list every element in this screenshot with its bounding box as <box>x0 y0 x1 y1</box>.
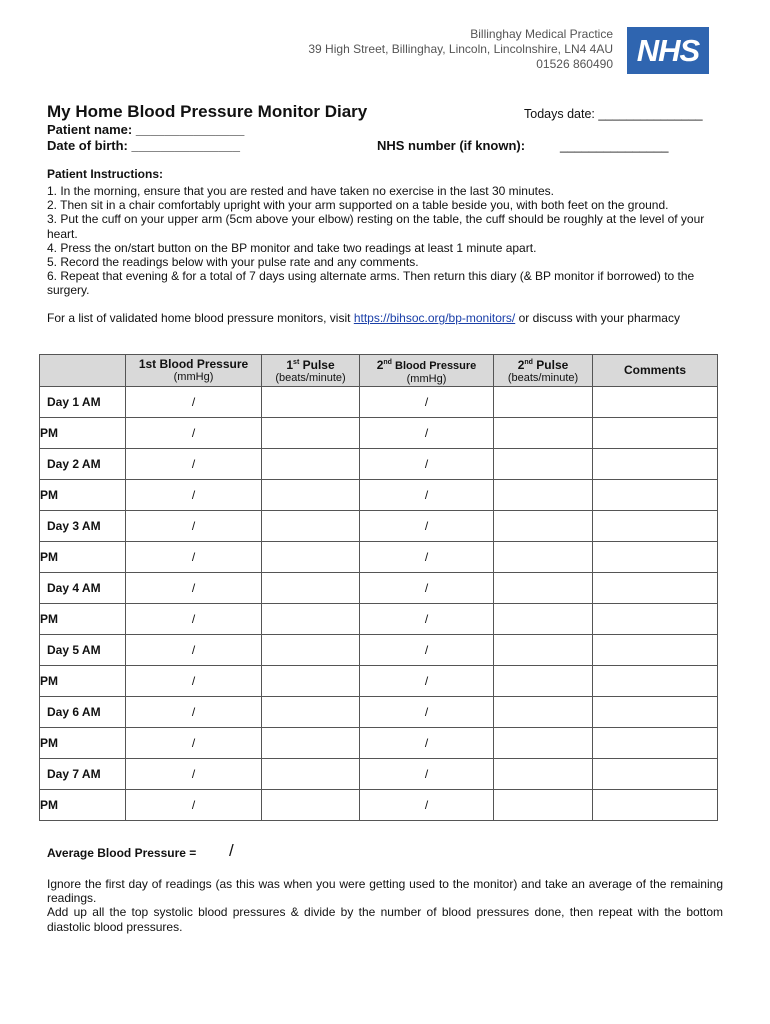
second-bp-cell[interactable]: / <box>360 697 494 728</box>
header-2nd-bp-label: Blood Pressure <box>391 359 477 372</box>
first-pulse-cell[interactable] <box>262 542 360 573</box>
table-row <box>40 418 718 449</box>
header-1st-pulse-label: Pulse <box>299 358 335 372</box>
validated-text-before: For a list of validated home blood pressure monitors, visit <box>47 311 351 325</box>
instruction-item: 3. Put the cuff on your upper arm (5cm above your elbow) resting on the table, the cuff should be roughly at the level of your heart. <box>47 212 705 241</box>
first-bp-cell[interactable]: / <box>126 387 262 418</box>
second-pulse-cell[interactable] <box>494 666 593 697</box>
row-label: PM <box>40 480 126 511</box>
first-bp-cell[interactable]: / <box>126 449 262 480</box>
first-bp-cell[interactable]: / <box>126 604 262 635</box>
second-bp-cell[interactable]: / <box>360 418 494 449</box>
second-bp-cell[interactable]: / <box>360 604 494 635</box>
second-pulse-cell[interactable] <box>494 418 593 449</box>
first-pulse-cell[interactable] <box>262 480 360 511</box>
second-pulse-cell[interactable] <box>494 790 593 821</box>
comments-cell[interactable] <box>593 573 718 604</box>
header-2nd-pulse <box>494 355 593 387</box>
first-pulse-cell[interactable] <box>262 790 360 821</box>
row-label: Day 1 AM <box>40 387 126 418</box>
table-row <box>40 635 718 666</box>
table-row <box>40 573 718 604</box>
comments-cell[interactable] <box>593 449 718 480</box>
practice-phone: 01526 860490 <box>536 57 613 71</box>
comments-cell[interactable] <box>593 728 718 759</box>
first-pulse-cell[interactable] <box>262 418 360 449</box>
row-label: PM <box>40 604 126 635</box>
table-row <box>40 387 718 418</box>
practice-address: 39 High Street, Billinghay, Lincoln, Lincolnshire, LN4 4AU <box>308 42 613 56</box>
header-2nd-pulse-label: Pulse <box>532 358 569 372</box>
comments-cell[interactable] <box>593 759 718 790</box>
row-label: PM <box>40 790 126 821</box>
footer-notes <box>47 877 723 934</box>
comments-cell[interactable] <box>593 635 718 666</box>
row-label: PM <box>40 666 126 697</box>
first-pulse-cell[interactable] <box>262 635 360 666</box>
first-bp-cell[interactable]: / <box>126 480 262 511</box>
header-comments: Comments <box>593 355 718 387</box>
comments-cell[interactable] <box>593 697 718 728</box>
row-label: Day 7 AM <box>40 759 126 790</box>
second-bp-cell[interactable]: / <box>360 542 494 573</box>
first-pulse-cell[interactable] <box>262 511 360 542</box>
header-2nd-bp <box>360 355 494 387</box>
nhs-number-label: NHS number (if known): <box>377 138 526 153</box>
header-1st-bp <box>126 355 262 387</box>
row-label: Day 3 AM <box>40 511 126 542</box>
row-label: Day 4 AM <box>40 573 126 604</box>
comments-cell[interactable] <box>593 604 718 635</box>
instruction-item: 1. In the morning, ensure that you are rested and have taken no exercise in the last 30 minutes. <box>47 184 554 198</box>
second-pulse-cell[interactable] <box>494 759 593 790</box>
table-row <box>40 666 718 697</box>
second-bp-cell[interactable]: / <box>360 511 494 542</box>
second-pulse-cell[interactable] <box>494 480 593 511</box>
instruction-item: 4. Press the on/start button on the BP monitor and take two readings at least 1 minute apart. <box>47 240 537 255</box>
header-1st-bp-label: 1st Blood Pressure <box>138 356 249 371</box>
average-bp-field[interactable]: / <box>229 841 234 860</box>
table-row <box>40 511 718 542</box>
table-row <box>40 604 718 635</box>
header-1st-pulse <box>262 355 360 387</box>
instructions-heading: Patient Instructions: <box>47 167 164 181</box>
header-2nd-pulse-sup: nd <box>524 359 533 366</box>
date-of-birth-field[interactable]: Date of birth: _______________ <box>47 138 240 153</box>
first-bp-cell[interactable]: / <box>126 635 262 666</box>
header-1st-pulse-num: 1 <box>286 358 294 372</box>
instructions-list <box>47 184 723 298</box>
first-pulse-cell[interactable] <box>262 728 360 759</box>
nhs-number-field[interactable]: _______________ <box>560 138 669 153</box>
second-pulse-cell[interactable] <box>494 449 593 480</box>
second-bp-cell[interactable]: / <box>360 480 494 511</box>
page-title: My Home Blood Pressure Monitor Diary <box>47 102 368 121</box>
first-pulse-cell[interactable] <box>262 573 360 604</box>
table-row <box>40 790 718 821</box>
first-bp-cell[interactable]: / <box>126 418 262 449</box>
first-bp-cell[interactable]: / <box>126 697 262 728</box>
comments-cell[interactable] <box>593 387 718 418</box>
table-body <box>40 387 718 821</box>
header-2nd-bp-sup: nd <box>383 358 392 366</box>
instruction-item: 5. Record the readings below with your pulse rate and any comments. <box>47 255 419 270</box>
row-label: Day 6 AM <box>40 697 126 728</box>
practice-name: Billinghay Medical Practice <box>470 27 613 41</box>
header-1st-pulse-unit: (beats/minute) <box>275 372 346 384</box>
patient-name-field[interactable]: Patient name: _______________ <box>47 122 245 137</box>
second-pulse-cell[interactable] <box>494 511 593 542</box>
second-pulse-cell[interactable] <box>494 573 593 604</box>
row-label: PM <box>40 728 126 759</box>
comments-cell[interactable] <box>593 790 718 821</box>
header-1st-pulse-sup: st <box>293 359 300 366</box>
row-label: Day 5 AM <box>40 635 126 666</box>
first-pulse-cell[interactable] <box>262 387 360 418</box>
row-label: PM <box>40 418 126 449</box>
footer-note: Add up all the top systolic blood pressures & divide by the number of blood pressures done, then repeat with the bottom diastolic blood pressures. <box>47 905 723 934</box>
comments-cell[interactable] <box>593 542 718 573</box>
header-2nd-bp-unit: (mmHg) <box>406 372 447 385</box>
table-row <box>40 697 718 728</box>
header-day <box>40 355 126 387</box>
first-bp-cell[interactable]: / <box>126 666 262 697</box>
bihsoc-link[interactable]: https://bihsoc.org/bp-monitors/ <box>353 311 516 325</box>
validated-text-after: or discuss with your pharmacy <box>518 311 680 325</box>
header-2nd-pulse-unit: (beats/minute) <box>507 372 579 384</box>
first-bp-cell[interactable]: / <box>126 759 262 790</box>
first-pulse-cell[interactable] <box>262 604 360 635</box>
first-bp-cell[interactable]: / <box>126 573 262 604</box>
second-bp-cell[interactable]: / <box>360 666 494 697</box>
second-pulse-cell[interactable] <box>494 387 593 418</box>
table-row <box>40 542 718 573</box>
second-bp-cell[interactable]: / <box>360 387 494 418</box>
second-bp-cell[interactable]: / <box>360 728 494 759</box>
second-pulse-cell[interactable] <box>494 728 593 759</box>
second-bp-cell[interactable]: / <box>360 759 494 790</box>
practice-details <box>308 27 613 72</box>
row-label: PM <box>40 542 126 573</box>
second-pulse-cell[interactable] <box>494 635 593 666</box>
average-bp-label: Average Blood Pressure = <box>47 846 197 860</box>
comments-cell[interactable] <box>593 666 718 697</box>
validated-monitors-note <box>47 311 723 325</box>
table-row <box>40 480 718 511</box>
todays-date-field[interactable]: Todays date: _______________ <box>524 107 703 121</box>
table-row <box>40 449 718 480</box>
comments-cell[interactable] <box>593 511 718 542</box>
second-bp-cell[interactable]: / <box>360 790 494 821</box>
nhs-logo: NHS <box>627 27 709 74</box>
first-pulse-cell[interactable] <box>262 759 360 790</box>
first-bp-cell[interactable]: / <box>126 790 262 821</box>
instruction-item: 6. Repeat that evening & for a total of 7 days using alternate arms. Then return this diary (& BP monitor if borrowed) to the surgery. <box>47 269 695 298</box>
second-pulse-cell[interactable] <box>494 604 593 635</box>
header-1st-bp-unit: (mmHg) <box>173 370 214 383</box>
row-label: Day 2 AM <box>40 449 126 480</box>
header-2nd-pulse-num: 2 <box>517 358 525 372</box>
header-2nd-bp-num: 2 <box>376 357 384 372</box>
comments-cell[interactable] <box>593 480 718 511</box>
first-pulse-cell[interactable] <box>262 697 360 728</box>
first-pulse-cell[interactable] <box>262 666 360 697</box>
comments-cell[interactable] <box>593 418 718 449</box>
second-pulse-cell[interactable] <box>494 697 593 728</box>
footer-note: Ignore the first day of readings (as this was when you were getting used to the monitor) and take an average of the remaining readings. <box>47 877 723 906</box>
first-bp-cell[interactable]: / <box>126 511 262 542</box>
table-row <box>40 759 718 790</box>
bp-diary-table <box>39 354 718 821</box>
second-bp-cell[interactable]: / <box>360 635 494 666</box>
second-bp-cell[interactable]: / <box>360 573 494 604</box>
instruction-item: 2. Then sit in a chair comfortably upright with your arm supported on a table beside you, with both feet on the ground. <box>47 198 669 213</box>
first-bp-cell[interactable]: / <box>126 542 262 573</box>
second-bp-cell[interactable]: / <box>360 449 494 480</box>
table-row <box>40 728 718 759</box>
table-header-row <box>40 355 718 387</box>
first-pulse-cell[interactable] <box>262 449 360 480</box>
first-bp-cell[interactable]: / <box>126 728 262 759</box>
second-pulse-cell[interactable] <box>494 542 593 573</box>
